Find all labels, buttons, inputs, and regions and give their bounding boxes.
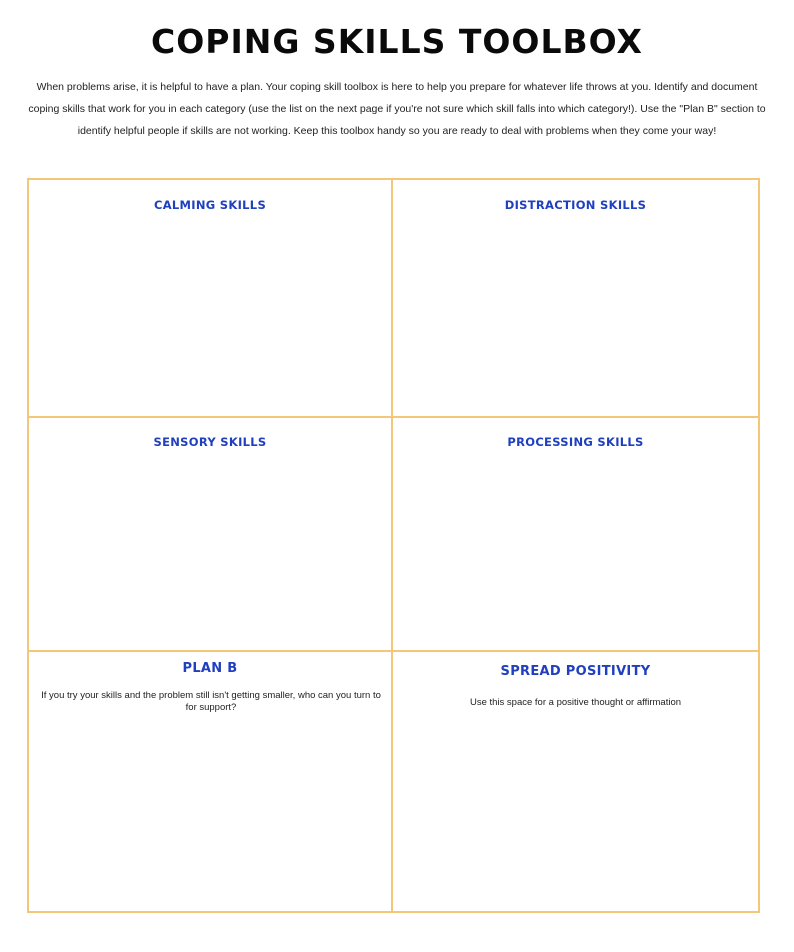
sensory-skills-box[interactable] [29, 418, 393, 652]
intro-paragraph: When problems arise, it is helpful to have a plan. Your coping skill toolbox is here to help you prepare for whatever life throws at you. Identify and document coping skills that work for you in each category (use the list on the next page if you're not sure which skill falls into which category!). Use the "Plan B" section to identify helpful people if skills are not working. Keep this toolbox handy so you are ready to deal with problems when they come your way! [28, 81, 766, 137]
distraction-skills-box[interactable] [393, 180, 758, 418]
spread-positivity-heading: SPREAD POSITIVITY [500, 664, 651, 679]
calming-skills-heading: CALMING SKILLS [153, 198, 267, 212]
sensory-skills-heading: SENSORY SKILLS [153, 435, 267, 449]
page-title: COPING SKILLS TOOLBOX [151, 22, 643, 61]
plan-b-note: If you try your skills and the problem still isn't getting smaller, who can you turn to for support? [41, 690, 381, 713]
plan-b-heading: PLAN B [182, 661, 238, 676]
toolbox-grid [27, 178, 760, 913]
processing-skills-box[interactable] [393, 418, 758, 652]
spread-positivity-note: Use this space for a positive thought or affirmation [469, 697, 682, 708]
calming-skills-box[interactable] [29, 180, 393, 418]
distraction-skills-heading: DISTRACTION SKILLS [504, 198, 647, 212]
spread-positivity-box[interactable] [393, 652, 758, 911]
plan-b-box[interactable] [29, 652, 393, 911]
processing-skills-heading: PROCESSING SKILLS [507, 435, 644, 449]
